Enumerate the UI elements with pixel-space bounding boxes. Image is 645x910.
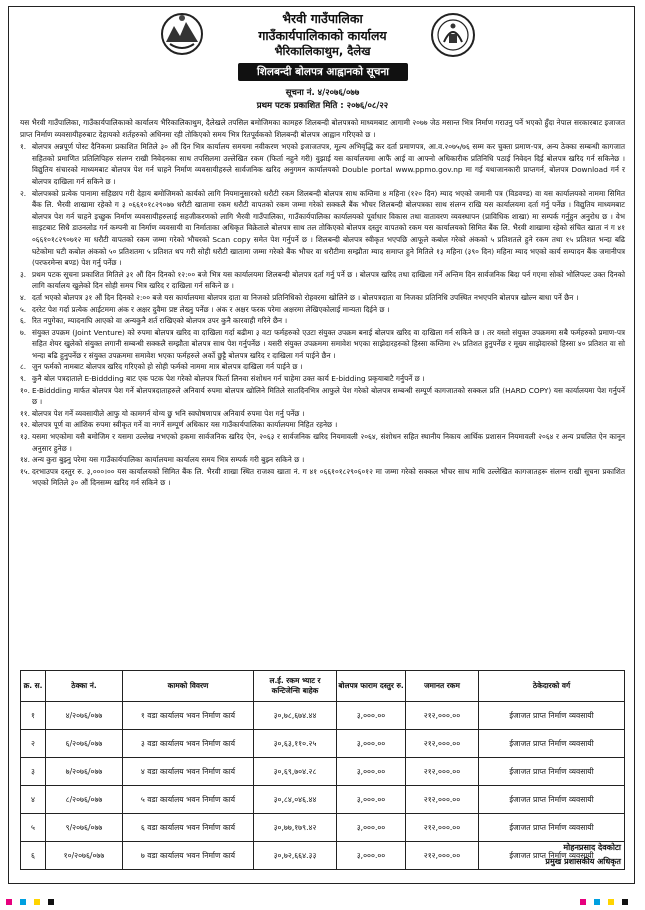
table-row <box>21 842 625 870</box>
signatory-name: मोहनप्रसाद देवकोटा <box>563 843 621 852</box>
cell-sn: ५ <box>21 814 46 842</box>
table-header-row <box>21 671 625 702</box>
table-row <box>21 758 625 786</box>
clause-item: ९. कुनै बोल पत्रदाताले E-Biddding बाट एक पटक पेश गरेको बोलपत्र फिर्ता लिनवा संशोधन गर्न चाहेमा उक्त कार्य E-bidding प्रकृयाबाटै गर्नुपर्ने छ । <box>20 374 425 384</box>
cell-estimate: ३०,८४,०४६.४४ <box>254 786 337 814</box>
cell-bid-security: २१२,०००.०० <box>406 730 479 758</box>
cell-bid-security: २१२,०००.०० <box>406 786 479 814</box>
cell-contract-no: ४/२०७६/०७७ <box>46 702 123 730</box>
clause-item: ३. प्रथम पटक सूचना प्रकाशित मितिले ३१ औं दिन दिनको १२:०० बजे भित्र यस कार्यालयमा शिलबन्दी बोलपत्र दर्ता गर्नु पर्ने छ । बोलपत्र खरिद तथा दाखिला गर्ने अन्तिम दिन सार्वजनिक बिदा पर्न गएमा सोको भोलिपल्ट उक्त दिनको लागि कार्यालय खुलेको दिन सोही समय भित्र खरिद र दाखिला गर्न सकिने छ । <box>20 269 625 291</box>
cell-form-fee: ३,०००.०० <box>337 842 406 870</box>
color-dots-left <box>6 890 66 896</box>
office-name: गाउँकार्यपालिकाको कार्यालय <box>258 28 387 43</box>
notice-title: शिलबन्दी बोलपत्र आह्वानको सूचना <box>238 63 408 81</box>
cell-sn: ६ <box>21 842 46 870</box>
clause-item: २. बोलपत्रको प्रत्येक पानामा सहिछाप गरी देहाय बमोजिमको कार्यको लागि नियमानुसारको धरौटी रकम शिलबन्दी बोलपत्र साथ कम्तिमा ४ महिना (१२० दिन) म्याद भएको जमानी पत्र (विडवण्ड) वा यस कार्यालयको नाममा सिमित बैंक लि. भैरवी शाखामा रहेको ग ३ ०६६१०१८२९०७७ धरौटी खातामा रकम धरौटी वापतको रकम जम्मा गरेको सक्कलै बैंक भौचर शिलबन्दी बोलपत्रका साथ संलग्न राखि यस कार्यालयमा दर्ता गर्नु पर्नेछ । विद्युतिय माध्यमबाट बोलपत्र पेश गर्न चाहने इच्छुक निर्माण व्यवसायीहरुलाई सहजीकरणको लागि भैरवी गाउँपालिका, गाउँकार्यपालिका कार्यालयको पूर्वाधार विकास तथा वातावरण व्यवस्थापन (प्राविधिक शाखा) मा सम्पर्क गर्नुहुन अनुरोध छ । वेभ साइटबाट सिधै डाउनलोड गर्न कम्पनी वा निर्माण व्यवसायी वा निर्माताका अधिकृत विक्रेताले बोलपत्र साथ तल तोकिएको बोलपत्र दस्तुर वापतको रकम यस कार्यालयको सिमित बैंक लि. भैरवी शाखामा रहेको संचित खाता नं ग ४१ ०६६१०१८२९०७१२ मा धरौटी वापतको रकम जम्मा गरेको भौचरको Scan copy समेत पेश गर्नुपर्ने छ । शिलबन्दी बोलपत्र स्वीकृत भएपछि आफूले कबोल गरेको अंकको ५ प्रतिशतले हुने रकम तथा १५ प्रतिशत भन्दा बढि घटेकोमा घटी कबोल अंकको ५० प्रतिशतमा ५ प्रतिशत थप गरी सोही धरौटी खातामा जम्मा गरेको बैंक भौचर वा धरौटीमा सम्झौता म्याद समाप्त हुने मितिले १३ महिना (३९० दिन) महिना म्याद भएको कार्य सम्पादन बैंक जमानीपत्र (परफरमेन्स बण्ड) पेश गर्नु पर्नेछ । <box>20 188 625 268</box>
cell-work-description: ३ वडा कार्यालय भवन निर्माण कार्य <box>123 730 254 758</box>
cell-sn: २ <box>21 730 46 758</box>
cell-work-description: ७ वडा कार्यालय भवन निर्माण कार्य <box>123 842 254 870</box>
cell-sn: ४ <box>21 786 46 814</box>
clause-item: ४. दर्ता भएको बोलपत्र ३१ औं दिन दिनको २:०० बजे यस कार्यालयमा बोलपत्र दाता वा निजको प्रतिनिधिको रोहवरमा खोलिने छ । बोलपत्रदाता वा निजका प्रतिनिधि उपस्थित नभएपनि बोलपत्र खोल्न बाधा पर्ने छैन । <box>20 292 579 302</box>
cell-contract-no: ८/२०७६/०७७ <box>46 786 123 814</box>
cell-form-fee: ३,०००.०० <box>337 758 406 786</box>
cell-contract-no: ७/२०७६/०७७ <box>46 758 123 786</box>
cell-sn: ३ <box>21 758 46 786</box>
col-header-estimate: ल.ई. रकम भ्याट र कन्टिजेन्सि बाहेक <box>254 671 337 702</box>
clause-list <box>20 141 625 489</box>
cell-contractor-class: ईजाजत प्राप्त निर्माण व्यवसायी <box>479 702 625 730</box>
table-row <box>21 702 625 730</box>
clause-item: ५. दररेट पेश गर्दा प्रत्येक आईटममा अंक र अक्षर दुवैमा प्रष्ट लेख्नु पर्नेछ । अंक र अक्षर फरक परेमा अक्षरमा लेखिएकोलाई मान्यता दिईने छ । <box>20 304 390 314</box>
clause-item: १३. यसमा भएकोमा यसै बमोजिम र यसमा उल्लेख नभएको हकमा सार्वजनिक खरिद ऐन, २०६३ र सार्वजनिक खरिद नियमावली २०६४, संशोधन सहित स्थानीय निकाय आर्थिक प्रशासन नियमावली २०६४ र अन्य प्रचलित ऐन कानून अनुसार हुनेछ । <box>20 432 625 453</box>
print-registration-dots-icon <box>6 899 66 905</box>
color-dots-right <box>580 890 640 896</box>
notice-body <box>20 117 625 489</box>
clause-item: १. बोलपत्र अन्नपूर्ण पोस्ट दैनिकमा प्रकाशित मितिले ३० औं दिन भित्र कार्यालय समयमा नवीकरण भएको इजाजतपत्र, मूल्य अभिवृद्धि कर दर्ता प्रमाणपत्र, आ.व.२०७५/७६ सम्म कर चुक्ता प्रमाण-पत्र, अन्य ठेक्का सम्बन्धी कागजात सहितको प्रमाणित प्रतिलिपिहरु संलग्न राखी निवेदनका साथ तपसिलमा उल्लेखित रकम (फिर्ता नहुने गरी) वुझाई यस कार्यालयमा आफैं आई वा आफ्नो अधिकारीक प्रतिनिधि पठाई निवेदन दिई बोलपत्र खरिद गर्न सकिनेछ । विद्युतिय संचारको माध्यमबाट बोलपत्र पेश गर्न चाहने निर्माण व्यवसायीहरुले सार्वजनिक खरिद अनुगमन कार्यालयको Double portal www.ppmo.gov.np मा गई यथाजानकारी प्राप्तगर्न, बोलपत्र Download गर्न र बोलपत्र दाखिला गर्न सकिने छ । <box>20 142 625 186</box>
cell-bid-security: २१२,०००.०० <box>406 702 479 730</box>
clause-item: ८. जुन फर्मको नामबाट बोलपत्र खरिद गरिएको हो सोही फर्मको नाममा मात्र बोलपत्र दाखिला गर्न पाईने छ । <box>20 362 303 372</box>
cell-work-description: ६ वडा कार्यालय भवन निर्माण कार्य <box>123 814 254 842</box>
table-row <box>21 786 625 814</box>
cell-contractor-class: ईजाजत प्राप्त निर्माण व्यवसायी <box>479 758 625 786</box>
office-address: भैरिकालिकाथुम, दैलेख <box>274 44 371 58</box>
cell-bid-security: २१२,०००.०० <box>406 814 479 842</box>
cell-contract-no: ९/२०७६/०७७ <box>46 814 123 842</box>
published-date: प्रथम पटक प्रकाशित मिति : २०७६/०८/२२ <box>256 101 389 111</box>
cell-work-description: ४ वडा कार्यालय भवन निर्माण कार्य <box>123 758 254 786</box>
tender-table <box>20 670 625 870</box>
cell-contractor-class: ईजाजत प्राप्त निर्माण व्यवसायी <box>479 842 625 870</box>
cell-form-fee: ३,०००.०० <box>337 702 406 730</box>
clause-item: १५. दरभाउपत्र दस्तुर रु. ३,०००।०० यस कार्यालयको सिमित बैंक लि. भैरवी शाखा स्थित राजश्व खाता नं. ग ४१ ०६६१०१८२९०६०१२ मा जम्मा गरेको सक्कल भौचर साथ माथि उल्लेखित कागजातहरू संलग्न राखी सूचना प्रकाशित भएको मितिले ३० औं दिनसम्म खरिद गर्न सकिने छ । <box>20 466 625 488</box>
cell-form-fee: ३,०००.०० <box>337 814 406 842</box>
cell-bid-security: २१२,०००.०० <box>406 758 479 786</box>
cell-estimate: ३०,७७,१७९.४२ <box>254 814 337 842</box>
col-header-contract-no: ठेक्का नं. <box>46 671 123 702</box>
cell-estimate: ३०,६९,७०४.२८ <box>254 758 337 786</box>
col-header-sn: क्र. स. <box>21 671 46 702</box>
clause-item: १०. E-Biddding मार्फत बोलपत्र पेश गर्ने बोलपत्रदाताहरुले अनिवार्य रुपमा बोलपत्र खोलिने मितिले सातदिनभित्र आफुले पेश गरेको बोलपत्र सम्बन्धी सम्पूर्ण कागजातको सक्कल प्रति (HARD COPY) यस कार्यालयमा पेश गर्नुपर्ने छ । <box>20 385 625 407</box>
municipality-name: भैरवी गाउँपालिका <box>282 11 363 26</box>
table-row <box>21 814 625 842</box>
col-header-bid-security: जमानत रकम <box>406 671 479 702</box>
signatory-designation: प्रमुख प्रशासकीय अधिकृत <box>545 857 621 866</box>
print-registration-dots-icon <box>580 899 640 905</box>
cell-estimate: ३०,७२,६६४.३३ <box>254 842 337 870</box>
clause-item: १२. बोलपत्र पूर्ण वा आंशिक रुपमा स्वीकृत गर्ने वा नगर्ने सम्पूर्ण अधिकार यस गाउँकार्यपालिका कार्यालयमा निहित रहनेछ । <box>20 420 338 430</box>
clause-item: ६. रित नपुगेका, म्यादनाघि आएको वा अन्यकुनै शर्त राखिएको बोलपत्र उपर कुनै कारवाही गरिने छैन । <box>20 316 288 326</box>
cell-contract-no: ६/२०७६/०७७ <box>46 730 123 758</box>
clause-item: ११. बोलपत्र पेश गर्ने व्यवसायीले आफु यो कामगर्न योग्य छु भनि स्वघोषणापत्र अनिवार्य रुपमा पेश गर्नु पर्नेछ । <box>20 408 305 418</box>
cell-form-fee: ३,०००.०० <box>337 786 406 814</box>
cell-work-description: १ वडा कार्यालय भवन निर्माण कार्य <box>123 702 254 730</box>
notice-number: सूचना नं. ४/२०७६/०७७ <box>285 88 360 98</box>
cell-bid-security: २१२,०००.०० <box>406 842 479 870</box>
cell-contractor-class: ईजाजत प्राप्त निर्माण व्यवसायी <box>479 814 625 842</box>
clause-item: ७. संयुक्त उपक्रम (Joint Venture) को रुपमा बोलपत्र खरिद वा दाखिला गर्दा बढीमा ३ वटा फर्महरुको एउटा संयुक्त उपक्रम बनाई बोलपत्र खरिद वा दाखिला गर्न सकिने छ । तर यस्तो संयुक्त उपक्रममा सबै फर्महरुको प्रमाण-पत्र सहित शेयर खुलेको संयुक्त लगानी सम्बन्धी सक्कलै सम्झौता बोलपत्र साथ पेश गर्नुपर्नेछ । यसरी संयुक्त उपक्रममा समावेश भएका साझेदारहरुको हिस्सा कम्तिमा २५ प्रतिशत हुनुपर्नेछ र मूख्य साझेदारको हिस्सा ४० प्रतिशत वा सो भन्दा बढि हुनुपर्नेछ र संयुक्त उपक्रममा समावेश भएका फर्महरुले अर्को छुट्टै बोलपत्र खरिद र दाखिला गर्न पाईने छैन । <box>20 327 625 360</box>
table-row <box>21 730 625 758</box>
cell-estimate: ३०,६३,११०.२५ <box>254 730 337 758</box>
cell-contract-no: १०/२०७६/०७७ <box>46 842 123 870</box>
cell-estimate: ३०,७८,६७४.४४ <box>254 702 337 730</box>
cell-contractor-class: ईजाजत प्राप्त निर्माण व्यवसायी <box>479 786 625 814</box>
clause-item: १४. अन्य कुरा बुझ्नु परेमा यस गाउँकार्यपालिका कार्यालयमा कार्यालय समय भित्र सम्पर्क गरी बुझ्न सकिने छ । <box>20 455 305 465</box>
cell-form-fee: ३,०००.०० <box>337 730 406 758</box>
cell-contractor-class: ईजाजत प्राप्त निर्माण व्यवसायी <box>479 730 625 758</box>
cell-sn: १ <box>21 702 46 730</box>
intro-paragraph: यस भैरवी गाउँपालिका, गाउँकार्यपालिकाको कार्यालय भैरिकालिकाथुम, दैलेखले तपसिल बमोजिमका कामहरु शिलबन्दी बोलपत्रको माध्यमबाट आगामी २०७७ जेठ मसान्त भित्र निर्माण गराउनु पर्ने भएको हुँदा नेपाल सरकारबाट इजाजत प्राप्त निर्माण व्यवसायीहरुबाट देहायको शर्तहरुको अधिनमा रही तोकिएको समय भित्र रितपूर्वकको शिलबन्दी बोलपत्र आह्वान गरिएको छ । <box>20 118 625 139</box>
col-header-work-description: कामको विवरण <box>123 671 254 702</box>
cell-work-description: ५ वडा कार्यालय भवन निर्माण कार्य <box>123 786 254 814</box>
col-header-form-fee: बोलपत्र फाराम दस्तुर रु. <box>337 671 406 702</box>
col-header-contractor-class: ठेकेदारको वर्ग <box>479 671 625 702</box>
